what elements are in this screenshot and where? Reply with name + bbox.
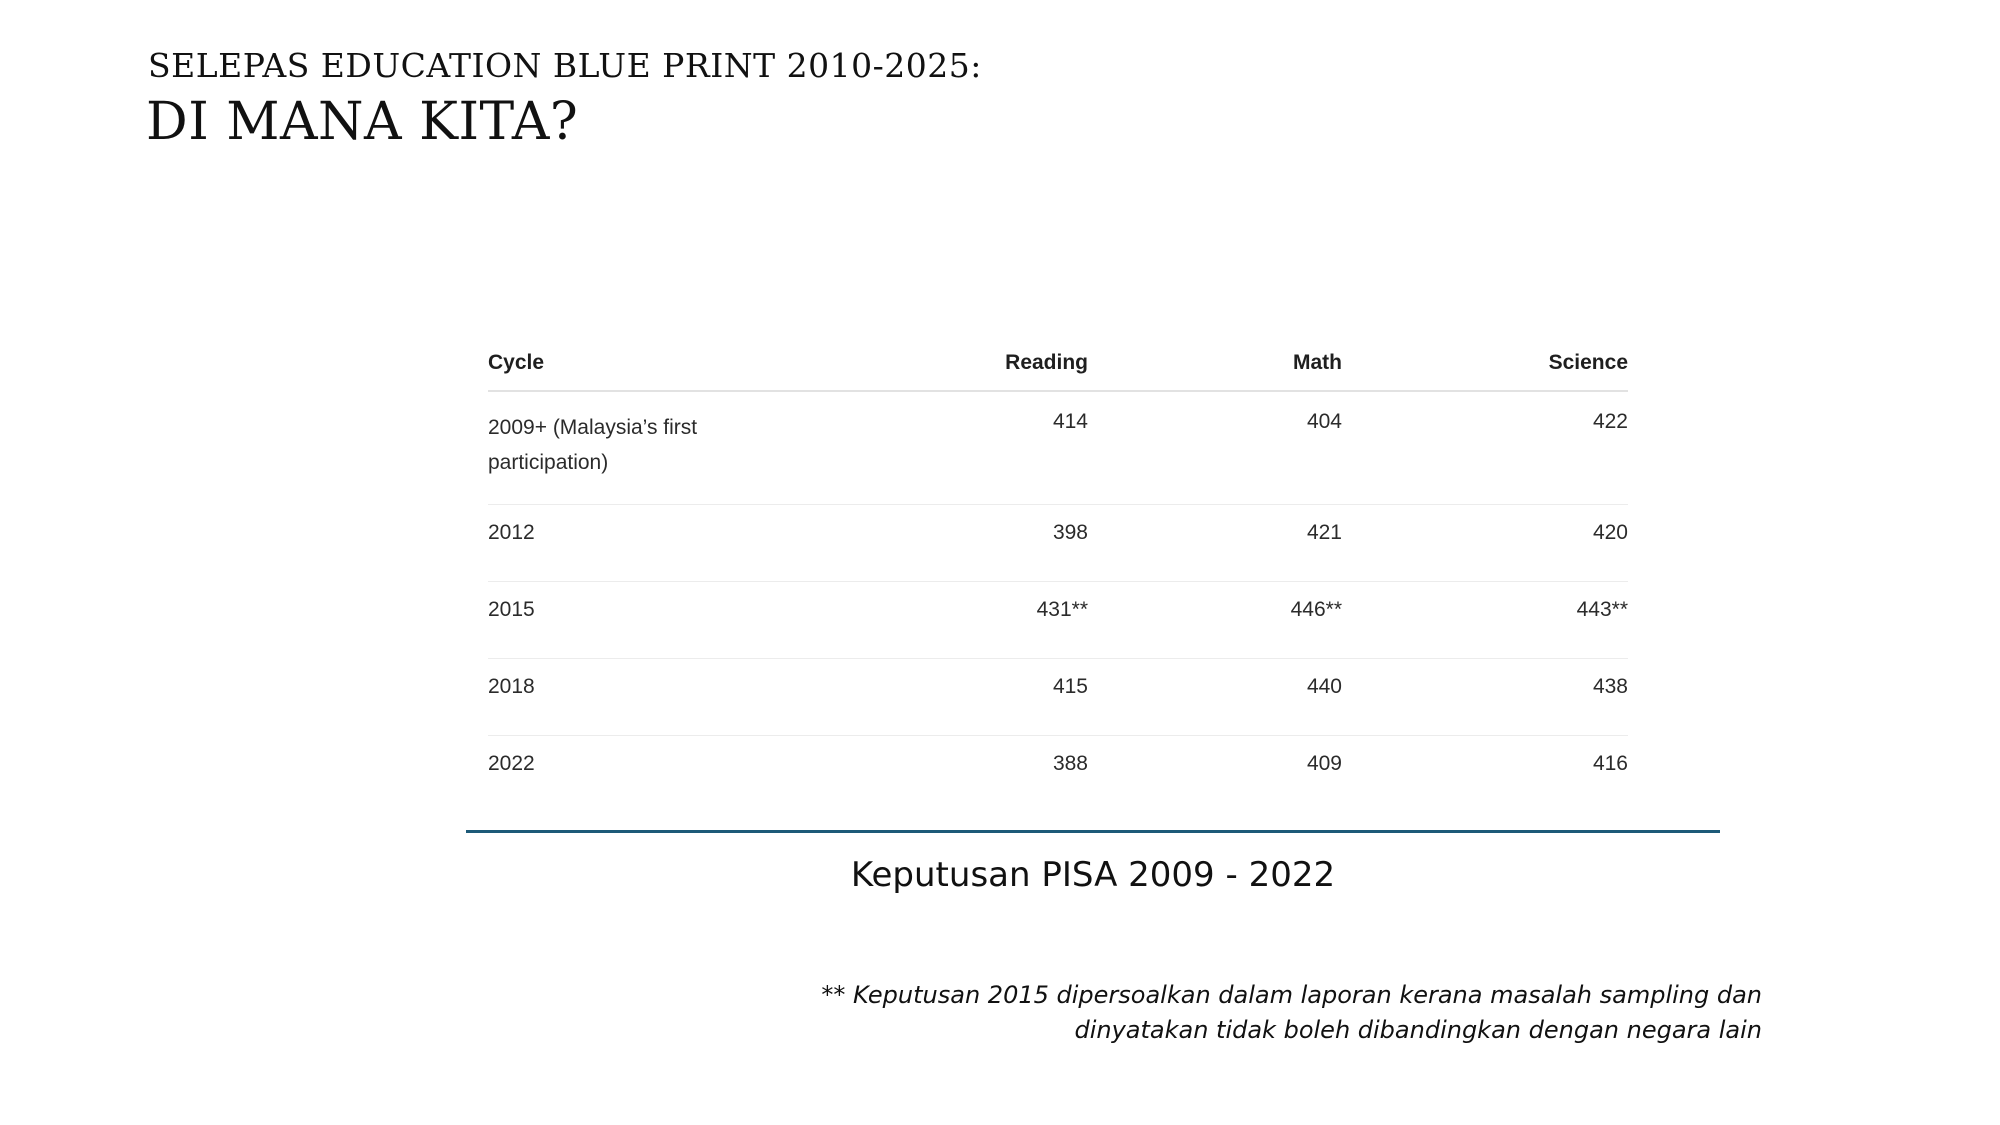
cell-cycle: 2018 — [488, 659, 818, 736]
cell-science: 443** — [1342, 582, 1628, 659]
pisa-results-table-container — [488, 350, 1628, 812]
cell-math: 421 — [1088, 505, 1342, 582]
table-row — [488, 505, 1628, 582]
footnote — [821, 978, 1762, 1048]
cell-cycle — [488, 391, 818, 505]
cell-cycle: 2012 — [488, 505, 818, 582]
caption-divider — [466, 830, 1720, 833]
cycle-text-line1: 2009+ (Malaysia’s first — [488, 416, 698, 439]
cell-math: 440 — [1088, 659, 1342, 736]
cell-reading: 431** — [818, 582, 1088, 659]
column-header-science: Science — [1342, 350, 1628, 391]
cell-math: 446** — [1088, 582, 1342, 659]
table-row — [488, 582, 1628, 659]
cell-science: 422 — [1342, 391, 1628, 505]
cell-science: 420 — [1342, 505, 1628, 582]
footnote-line2: dinyatakan tidak boleh dibandingkan dengan negara lain — [1074, 1016, 1762, 1044]
slide-title: DI MANA KITA? — [146, 92, 579, 152]
column-header-reading: Reading — [818, 350, 1088, 391]
cell-math: 404 — [1088, 391, 1342, 505]
cell-reading: 388 — [1052, 752, 1088, 775]
pisa-results-table — [488, 350, 1628, 812]
cell-reading: 398 — [818, 505, 1088, 582]
cell-math: 409 — [1306, 752, 1342, 775]
column-header-cycle: Cycle — [488, 350, 818, 391]
slide-subtitle: SELEPAS EDUCATION BLUE PRINT 2010-2025: — [148, 46, 982, 85]
table-header-row — [488, 350, 1628, 391]
cell-reading: 414 — [818, 391, 1088, 505]
column-header-math: Math — [1088, 350, 1342, 391]
cell-cycle: 2022 — [488, 752, 535, 775]
table-caption: Keputusan PISA 2009 - 2022 — [850, 855, 1336, 895]
table-row — [488, 736, 1628, 813]
cell-science: 416 — [1592, 752, 1628, 775]
cell-science: 438 — [1342, 659, 1628, 736]
cell-cycle: 2015 — [488, 582, 818, 659]
cycle-text-line2: participation) — [488, 451, 609, 474]
footnote-line1: ** Keputusan 2015 dipersoalkan dalam laporan kerana masalah sampling dan — [821, 981, 1762, 1009]
cell-reading: 415 — [818, 659, 1088, 736]
table-row — [488, 391, 1628, 505]
table-row — [488, 659, 1628, 736]
